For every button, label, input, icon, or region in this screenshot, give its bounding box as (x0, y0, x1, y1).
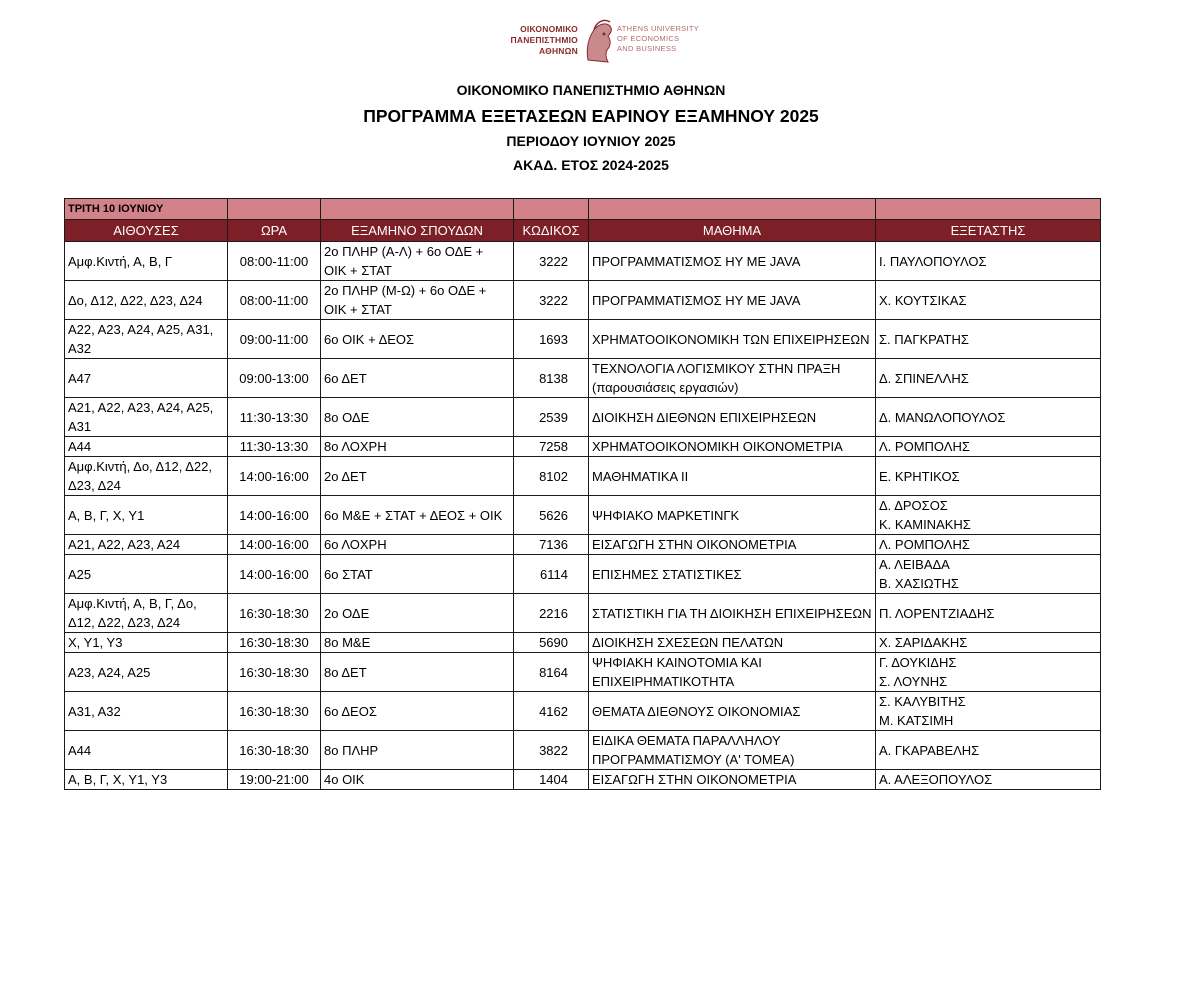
cell-examiner-line: Β. ΧΑΣΙΩΤΗΣ (879, 576, 959, 591)
cell-examiner (876, 731, 1101, 770)
cell-rooms-line: Δο, Δ12, Δ22, Δ23, Δ24 (68, 292, 203, 308)
cell-time: 08:00-11:00 (228, 242, 321, 281)
cell-semester (321, 692, 514, 731)
cell-semester-line: 4ο ΟΙΚ (324, 772, 365, 787)
cell-course-line: ΘΕΜΑΤΑ ΔΙΕΘΝΟΥΣ ΟΙΚΟΝΟΜΙΑΣ (592, 703, 801, 719)
cell-code: 2216 (514, 594, 589, 633)
cell-examiner-line: Ε. ΚΡΗΤΙΚΟΣ (879, 468, 960, 484)
cell-course (589, 535, 876, 555)
cell-rooms-line: Α23, Α24, Α25 (68, 664, 151, 680)
column-header-time: ΩΡΑ (228, 220, 321, 242)
cell-code: 4162 (514, 692, 589, 731)
cell-course-line: ΕΠΙΣΗΜΕΣ ΣΤΑΤΙΣΤΙΚΕΣ (592, 566, 742, 582)
cell-code: 8164 (514, 653, 589, 692)
cell-rooms-line: Αμφ.Κιντή, Α, Β, Γ, Δο, (68, 596, 197, 611)
cell-semester (321, 731, 514, 770)
cell-rooms-line: Α, Β, Γ, Χ, Υ1, Υ3 (68, 772, 168, 787)
cell-course (589, 731, 876, 770)
cell-rooms-line: Α44 (68, 439, 92, 454)
cell-semester-line: 2ο ΠΛΗΡ (Μ-Ω) + 6ο ΟΔΕ + (324, 283, 487, 298)
cell-rooms (65, 770, 228, 790)
cell-rooms (65, 457, 228, 496)
cell-semester (321, 496, 514, 535)
cell-semester (321, 555, 514, 594)
cell-time: 16:30-18:30 (228, 731, 321, 770)
column-header-course: ΜΑΘΗΜΑ (589, 220, 876, 242)
cell-rooms (65, 242, 228, 281)
table-row (65, 281, 1101, 320)
table-row (65, 653, 1101, 692)
cell-rooms (65, 398, 228, 437)
cell-examiner (876, 594, 1101, 633)
cell-course (589, 594, 876, 633)
cell-examiner (876, 496, 1101, 535)
cell-course-line: ΔΙΟΙΚΗΣΗ ΔΙΕΘΝΩΝ ΕΠΙΧΕΙΡΗΣΕΩΝ (592, 409, 817, 425)
cell-semester (321, 242, 514, 281)
university-name: ΟΙΚΟΝΟΜΙΚΟ ΠΑΝΕΠΙΣΤΗΜΙΟ ΑΘΗΝΩΝ (456, 82, 726, 98)
column-header-examiner: ΕΞΕΤΑΣΤΗΣ (876, 220, 1101, 242)
cell-code: 3222 (514, 242, 589, 281)
cell-examiner-line: Δ. ΣΠΙΝΕΛΛΗΣ (879, 370, 969, 386)
cell-rooms-line: Α47 (68, 370, 92, 386)
cell-semester-line: 2ο ΟΔΕ (324, 605, 370, 621)
cell-time: 16:30-18:30 (228, 633, 321, 653)
cell-examiner-line: Α. ΛΕΙΒΑΔΑ (879, 557, 950, 572)
table-row (65, 731, 1101, 770)
cell-rooms (65, 555, 228, 594)
cell-examiner-line: Α. ΓΚΑΡΑΒΕΛΗΣ (879, 742, 980, 758)
cell-semester-line: 6ο ΛΟΧΡΗ (324, 537, 387, 552)
cell-rooms (65, 496, 228, 535)
cell-course (589, 437, 876, 457)
table-row (65, 633, 1101, 653)
cell-semester-line: 8ο ΟΔΕ (324, 409, 370, 425)
table-row (65, 437, 1101, 457)
cell-course (589, 653, 876, 692)
cell-semester (321, 770, 514, 790)
cell-code: 3222 (514, 281, 589, 320)
cell-semester-line: ΟΙΚ + ΣΤΑΤ (324, 302, 392, 317)
cell-semester-line: 8ο Μ&Ε (324, 635, 371, 650)
table-row (65, 457, 1101, 496)
cell-examiner-line: Χ. ΚΟΥΤΣΙΚΑΣ (879, 292, 967, 308)
cell-course (589, 320, 876, 359)
day-label: ΤΡΙΤΗ 10 ΙΟΥΝΙΟΥ (65, 199, 228, 220)
cell-examiner-line: Σ. ΠΑΓΚΡΑΤΗΣ (879, 331, 969, 347)
cell-examiner (876, 770, 1101, 790)
cell-semester (321, 653, 514, 692)
table-row (65, 359, 1101, 398)
cell-semester-line: 6ο ΔΕΟΣ (324, 703, 377, 719)
column-header-rooms: ΑΙΘΟΥΣΕΣ (65, 220, 228, 242)
cell-course-line: ΤΕΧΝΟΛΟΓΙΑ ΛΟΓΙΣΜΙΚΟΥ ΣΤΗΝ ΠΡΑΞΗ (592, 361, 841, 376)
cell-course (589, 770, 876, 790)
cell-examiner (876, 692, 1101, 731)
cell-course-line: ΠΡΟΓΡΑΜΜΑΤΙΣΜΟΣ ΗΥ ΜΕ JAVA (592, 253, 801, 269)
cell-examiner (876, 242, 1101, 281)
cell-course (589, 359, 876, 398)
cell-time: 14:00-16:00 (228, 555, 321, 594)
cell-semester-line: ΟΙΚ + ΣΤΑΤ (324, 263, 392, 278)
cell-rooms-line: Α21, Α22, Α23, Α24, Α25, (68, 400, 214, 415)
cell-rooms-line: Α21, Α22, Α23, Α24 (68, 537, 181, 552)
cell-course (589, 457, 876, 496)
table-row (65, 594, 1101, 633)
cell-examiner-line: Α. ΑΛΕΞΟΠΟΥΛΟΣ (879, 772, 993, 787)
cell-rooms (65, 633, 228, 653)
cell-examiner-line: Δ. ΜΑΝΩΛΟΠΟΥΛΟΣ (879, 409, 1006, 425)
document-title: ΠΡΟΓΡΑΜΜΑ ΕΞΕΤΑΣΕΩΝ ΕΑΡΙΝΟΥ ΕΞΑΜΗΝΟΥ 2025 (363, 106, 819, 126)
cell-course-line: ΨΗΦΙΑΚΟ ΜΑΡΚΕΤΙΝΓΚ (592, 507, 740, 523)
cell-semester (321, 594, 514, 633)
cell-examiner-line: Χ. ΣΑΡΙΔΑΚΗΣ (879, 635, 968, 650)
cell-time: 14:00-16:00 (228, 457, 321, 496)
cell-semester (321, 633, 514, 653)
cell-rooms (65, 692, 228, 731)
cell-time: 16:30-18:30 (228, 653, 321, 692)
university-logo (488, 14, 708, 70)
cell-semester (321, 281, 514, 320)
logo-greek-text: ΟΙΚΟΝΟΜΙΚΟ ΠΑΝΕΠΙΣΤΗΜΙΟ ΑΘΗΝΩΝ (510, 24, 578, 56)
cell-examiner-line: Κ. ΚΑΜΙΝΑΚΗΣ (879, 517, 971, 532)
cell-code: 5626 (514, 496, 589, 535)
cell-course-line: ΔΙΟΙΚΗΣΗ ΣΧΕΣΕΩΝ ΠΕΛΑΤΩΝ (592, 635, 784, 650)
cell-rooms-line: Α31, Α32 (68, 703, 121, 719)
cell-course (589, 242, 876, 281)
cell-rooms-line: Α22, Α23, Α24, Α25, Α31, (68, 322, 214, 337)
cell-rooms (65, 535, 228, 555)
cell-rooms-line: Α32 (68, 341, 92, 356)
cell-semester-line: 8ο ΠΛΗΡ (324, 742, 379, 758)
cell-examiner (876, 555, 1101, 594)
cell-semester-line: 8ο ΔΕΤ (324, 664, 367, 680)
cell-semester (321, 457, 514, 496)
cell-code: 2539 (514, 398, 589, 437)
cell-course-line: ΠΡΟΓΡΑΜΜΑΤΙΣΜΟΣ ΗΥ ΜΕ JAVA (592, 292, 801, 308)
cell-rooms-line: Δ12, Δ22, Δ23, Δ24 (68, 615, 181, 630)
cell-rooms-line: Α25 (68, 566, 92, 582)
cell-examiner (876, 281, 1101, 320)
cell-rooms (65, 359, 228, 398)
cell-course-line: ΧΡΗΜΑΤΟΟΙΚΟΝΟΜΙΚΗ ΤΩΝ ΕΠΙΧΕΙΡΗΣΕΩΝ (592, 331, 870, 347)
cell-course-line: ΜΑΘΗΜΑΤΙΚΑ ΙΙ (592, 468, 689, 484)
cell-examiner (876, 320, 1101, 359)
cell-time: 19:00-21:00 (228, 770, 321, 790)
cell-rooms-line: Χ, Υ1, Υ3 (68, 635, 123, 650)
cell-examiner (876, 398, 1101, 437)
cell-code: 7136 (514, 535, 589, 555)
cell-time: 16:30-18:30 (228, 692, 321, 731)
cell-time: 14:00-16:00 (228, 535, 321, 555)
cell-course (589, 555, 876, 594)
cell-rooms-line: Α31 (68, 419, 92, 434)
cell-semester-line: 2ο ΠΛΗΡ (Α-Λ) + 6ο ΟΔΕ + (324, 244, 484, 259)
table-row (65, 242, 1101, 281)
cell-examiner-line: Λ. ΡΟΜΠΟΛΗΣ (879, 537, 970, 552)
column-header-code: ΚΩΔΙΚΟΣ (514, 220, 589, 242)
table-row (65, 320, 1101, 359)
cell-course (589, 692, 876, 731)
table-row (65, 535, 1101, 555)
cell-semester-line: 8ο ΛΟΧΡΗ (324, 439, 387, 454)
cell-time: 16:30-18:30 (228, 594, 321, 633)
cell-time: 11:30-13:30 (228, 398, 321, 437)
cell-examiner (876, 359, 1101, 398)
cell-code: 5690 (514, 633, 589, 653)
cell-course-line: ΨΗΦΙΑΚΗ ΚΑΙΝΟΤΟΜΙΑ ΚΑΙ (592, 655, 762, 670)
cell-code: 8138 (514, 359, 589, 398)
cell-semester-line: 2ο ΔΕΤ (324, 468, 367, 484)
cell-course-line: ΕΙΣΑΓΩΓΗ ΣΤΗΝ ΟΙΚΟΝΟΜΕΤΡΙΑ (592, 772, 797, 787)
cell-semester-line: 6ο ΣΤΑΤ (324, 566, 373, 582)
cell-examiner-line: Δ. ΔΡΟΣΟΣ (879, 498, 948, 513)
cell-course-line: ΧΡΗΜΑΤΟΟΙΚΟΝΟΜΙΚΗ ΟΙΚΟΝΟΜΕΤΡΙΑ (592, 439, 843, 454)
cell-semester-line: 6ο ΔΕΤ (324, 370, 367, 386)
cell-semester (321, 437, 514, 457)
cell-rooms (65, 437, 228, 457)
logo-english-text: ATHENS UNIVERSITY OF ECONOMICS AND BUSINESS (617, 24, 700, 53)
cell-examiner (876, 437, 1101, 457)
column-header-row (65, 220, 1101, 242)
cell-time: 09:00-13:00 (228, 359, 321, 398)
cell-examiner (876, 633, 1101, 653)
cell-rooms (65, 731, 228, 770)
cell-code: 7258 (514, 437, 589, 457)
cell-semester (321, 320, 514, 359)
cell-course-line: ΣΤΑΤΙΣΤΙΚΗ ΓΙΑ ΤΗ ΔΙΟΙΚΗΣΗ ΕΠΙΧΕΙΡΗΣΕΩΝ (592, 605, 872, 621)
cell-semester-line: 6ο ΟΙΚ + ΔΕΟΣ (324, 331, 415, 347)
table-row (65, 770, 1101, 790)
cell-code: 8102 (514, 457, 589, 496)
cell-rooms-line: Δ23, Δ24 (68, 478, 121, 493)
cell-examiner (876, 457, 1101, 496)
cell-course (589, 398, 876, 437)
cell-examiner-line: Σ. ΚΑΛΥΒΙΤΗΣ (879, 694, 966, 709)
cell-examiner-line: Γ. ΔΟΥΚΙΔΗΣ (879, 655, 957, 670)
cell-rooms (65, 281, 228, 320)
cell-semester (321, 535, 514, 555)
cell-code: 6114 (514, 555, 589, 594)
cell-examiner-line: Ι. ΠΑΥΛΟΠΟΥΛΟΣ (879, 253, 987, 269)
cell-time: 14:00-16:00 (228, 496, 321, 535)
cell-examiner-line: Λ. ΡΟΜΠΟΛΗΣ (879, 439, 970, 454)
cell-course (589, 281, 876, 320)
cell-time: 09:00-11:00 (228, 320, 321, 359)
table-row (65, 496, 1101, 535)
cell-course-line: ΠΡΟΓΡΑΜΜΑΤΙΣΜΟΥ (Α' ΤΟΜΕΑ) (592, 752, 795, 767)
athena-head-icon (580, 16, 616, 64)
cell-semester-line: 6ο Μ&Ε + ΣΤΑΤ + ΔΕΟΣ + ΟΙΚ (324, 507, 503, 523)
cell-semester (321, 359, 514, 398)
cell-examiner-line: Σ. ΛΟΥΝΗΣ (879, 674, 948, 689)
cell-rooms-line: Α44 (68, 742, 92, 758)
cell-rooms-line: Αμφ.Κιντή, Δο, Δ12, Δ22, (68, 459, 212, 474)
cell-rooms (65, 653, 228, 692)
cell-course-line: ΕΙΣΑΓΩΓΗ ΣΤΗΝ ΟΙΚΟΝΟΜΕΤΡΙΑ (592, 537, 797, 552)
cell-semester (321, 398, 514, 437)
cell-course (589, 496, 876, 535)
cell-rooms-line: Αμφ.Κιντή, Α, Β, Γ (68, 253, 173, 269)
exam-schedule-table (64, 198, 1101, 790)
cell-course-line: ΕΙΔΙΚΑ ΘΕΜΑΤΑ ΠΑΡΑΛΛΗΛΟΥ (592, 733, 781, 748)
cell-course (589, 633, 876, 653)
academic-year: ΑΚΑΔ. ΕΤΟΣ 2024-2025 (513, 157, 669, 173)
cell-examiner (876, 653, 1101, 692)
cell-course-line: (παρουσιάσεις εργασιών) (592, 380, 739, 395)
cell-code: 1693 (514, 320, 589, 359)
cell-code: 1404 (514, 770, 589, 790)
table-row (65, 692, 1101, 731)
exam-period: ΠΕΡΙΟΔΟΥ ΙΟΥΝΙΟΥ 2025 (506, 133, 676, 149)
table-row (65, 398, 1101, 437)
cell-examiner-line: Μ. ΚΑΤΣΙΜΗ (879, 713, 954, 728)
cell-examiner (876, 535, 1101, 555)
cell-time: 11:30-13:30 (228, 437, 321, 457)
column-header-semester: ΕΞΑΜΗΝΟ ΣΠΟΥΔΩΝ (321, 220, 514, 242)
cell-code: 3822 (514, 731, 589, 770)
table-row (65, 555, 1101, 594)
cell-time: 08:00-11:00 (228, 281, 321, 320)
cell-rooms (65, 320, 228, 359)
cell-examiner-line: Π. ΛΟΡΕΝΤΖΙΑΔΗΣ (879, 605, 995, 621)
day-row (65, 199, 1101, 220)
cell-course-line: ΕΠΙΧΕΙΡΗΜΑΤΙΚΟΤΗΤΑ (592, 674, 735, 689)
cell-rooms-line: Α, Β, Γ, Χ, Υ1 (68, 507, 145, 523)
cell-rooms (65, 594, 228, 633)
